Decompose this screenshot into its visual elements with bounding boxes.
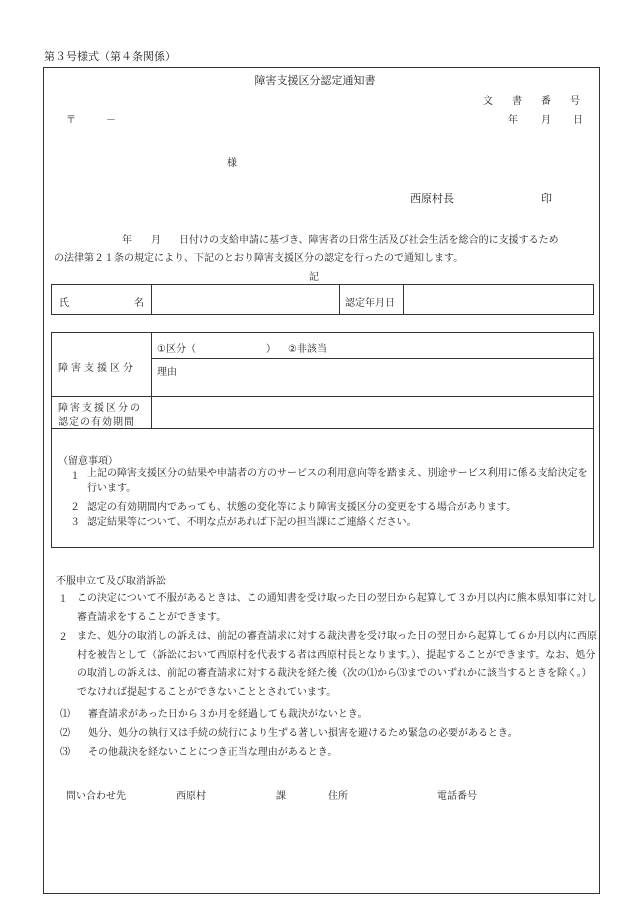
appeal-paragraph-1: この決定について不服があるときは、この通知書を受け取った日の翌日から起算して３か月以内に熊本県知事に対し審査請求をすることができます。 [77, 593, 597, 623]
validity-period-label-1: 障害支援区分の [58, 403, 142, 414]
option-not-applicable: ②非該当 [288, 344, 327, 355]
note-number: ２ [70, 502, 80, 513]
contact-village: 西原村 [176, 791, 206, 802]
contact-address-label: 住所 [328, 791, 348, 802]
document-title: 障害支援区分認定通知書 [254, 74, 376, 87]
option-close-paren: ） [266, 344, 276, 355]
date-day-label: 日 [573, 115, 583, 126]
table2-row-divider-3 [51, 428, 594, 429]
name-label-first: 氏 [59, 298, 69, 309]
note-number: １ [70, 471, 80, 482]
appeal-item-number: ⑶ [60, 747, 70, 758]
table2-row-divider-2 [51, 396, 594, 397]
validity-period-label-2: 認定の有効期間 [58, 417, 135, 428]
name-date-table [51, 284, 594, 315]
body-month-label: 月 [151, 235, 161, 246]
table1-divider-1 [151, 284, 152, 315]
doc-number-char-1: 文 [483, 96, 493, 107]
note-number: ３ [70, 517, 80, 528]
note-item-1 [87, 467, 592, 496]
appeal-item-3-text: その他裁決を経ないことにつき正当な理由があるとき。 [88, 747, 338, 758]
contact-section: 課 [276, 791, 286, 802]
issuer-name: 西原村長 [410, 192, 454, 205]
table2-col-divider [151, 332, 152, 428]
appeal-item-1-text: 審査請求があった日から３か月を経過しても裁決がないとき。 [88, 709, 368, 720]
classification-label: 障害支援区分 [58, 363, 136, 374]
note-item-3-text: 認定結果等について、不明な点があれば下記の担当課にご連絡ください。 [87, 517, 417, 528]
table1-divider-3 [403, 284, 404, 315]
doc-number-char-2: 書 [512, 96, 522, 107]
appeal-item-number: ⑴ [60, 709, 70, 720]
postal-mark: 〒 [66, 115, 76, 126]
notes-heading: （留意事項） [58, 456, 118, 467]
appeal-item-2-text: 処分、処分の執行又は手続の続行により生ずる著しい損害を避けるため緊急の必要があるとき。 [88, 728, 518, 739]
option-classification: ①区分（ [157, 344, 196, 355]
appeal-paragraph-2: また、処分の取消しの訴えは、前記の審査請求に対する裁決書を受け取った日の翌日から起算して６か月以内に西原村を被告として（訴訟において西原村を代表する者は西原村長となります。）、提起することができます。なお、処分の取消しの訴えは、前記の審査請求に対する裁決を経た後（次の⑴から⑶までのいずれかに該当するときを除く。）でなければ提起することができないこととされています。 [77, 631, 597, 698]
appeal-p1-number: １ [58, 594, 68, 605]
contact-phone-label: 電話番号 [437, 791, 477, 802]
reason-label: 理由 [157, 367, 177, 378]
note-item-2-text: 認定の有効期間内であっても、状態の変化等により障害支援区分の変更をする場合があります。 [87, 502, 517, 513]
seal-mark: 印 [541, 192, 552, 205]
appeal-heading: 不服申立て及び取消訴訟 [56, 576, 166, 587]
form-number-label: 第３号様式（第４条関係） [44, 50, 176, 63]
body-text-line-1: 日付けの支給申請に基づき、障害者の日常生活及び社会生活を総合的に支援するため [179, 235, 559, 246]
date-year-label: 年 [508, 115, 518, 126]
name-label-last: 名 [134, 298, 144, 309]
body-text-line-2: の法律第２１条の規定により、下記のとおり障害支援区分の認定を行ったので通知します。 [54, 253, 464, 264]
doc-number-char-3: 番 [541, 96, 551, 107]
table2-row-divider-1 [151, 358, 594, 359]
body-year-label: 年 [122, 235, 132, 246]
date-month-label: 月 [541, 115, 551, 126]
doc-number-char-4: 号 [570, 96, 580, 107]
certification-date-label: 認定年月日 [345, 298, 395, 309]
ki-label: 記 [309, 272, 319, 283]
note-item-1-text: 上記の障害支援区分の結果や申請者の方のサービスの利用意向等を踏まえ、別途サービス利用に係る支給決定を行います。 [87, 468, 588, 494]
postal-dash: － [106, 115, 116, 126]
appeal-item-number: ⑵ [60, 728, 70, 739]
honorific-sama: 様 [227, 158, 237, 169]
appeal-p2-number: ２ [58, 632, 68, 643]
contact-label: 問い合わせ先 [66, 791, 126, 802]
table1-divider-2 [339, 284, 340, 315]
